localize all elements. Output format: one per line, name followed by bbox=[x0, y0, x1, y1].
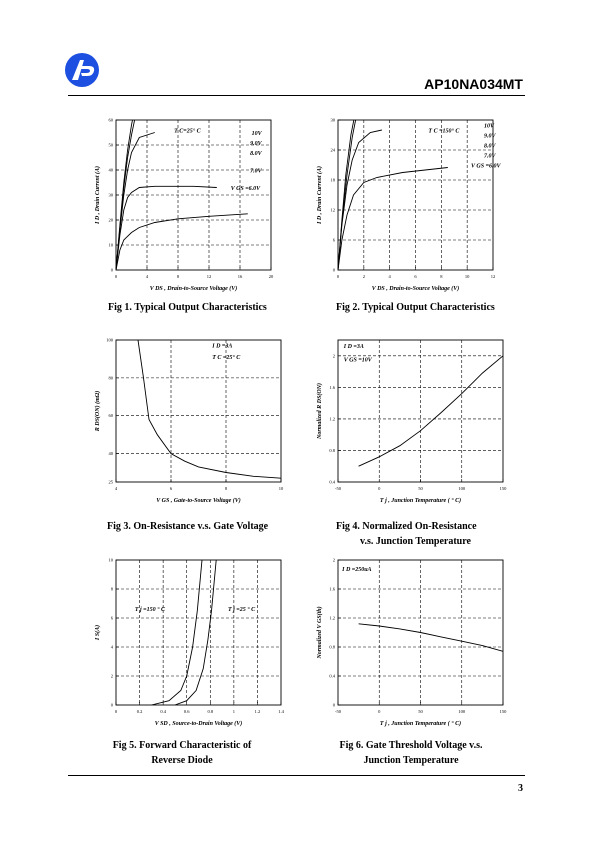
y-tick-label: 12 bbox=[330, 207, 335, 213]
x-tick-label: 0 bbox=[336, 274, 340, 279]
x-tick-label: 0 bbox=[114, 709, 118, 714]
annotation-label: 9.0V bbox=[250, 141, 262, 147]
caption-fig5 bbox=[107, 738, 257, 768]
y-tick-label: 10 bbox=[108, 242, 113, 248]
x-tick-label: 0.6 bbox=[183, 709, 190, 714]
x-tick-label: 1.4 bbox=[278, 709, 284, 714]
annotation-label: 10V bbox=[483, 123, 494, 130]
x-tick-label: 100 bbox=[458, 709, 466, 714]
annotation-label: T C =150° C bbox=[428, 128, 460, 135]
y-axis-label: Normalized R DS(ON) bbox=[317, 382, 323, 440]
y-axis-label: Normalized V GS(th) bbox=[317, 606, 323, 659]
x-tick-label: 16 bbox=[237, 274, 243, 279]
y-tick-label: 0.4 bbox=[329, 479, 335, 485]
x-tick-label: 20 bbox=[268, 274, 274, 279]
caption-line: Fig 2. Typical Output Characteristics bbox=[336, 302, 495, 313]
series-line-4 bbox=[338, 168, 448, 271]
y-tick-label: 0.4 bbox=[329, 673, 335, 679]
y-axis-label: I D , Drain Current (A) bbox=[317, 165, 323, 225]
y-tick-label: 60 bbox=[108, 117, 113, 123]
caption-line: Reverse Diode bbox=[151, 755, 213, 766]
y-tick-label: 6 bbox=[332, 237, 335, 243]
y-tick-label: 50 bbox=[108, 142, 113, 148]
annotation-label: 7.0V bbox=[250, 168, 262, 175]
annotation-label: 8.0V bbox=[483, 143, 496, 150]
x-tick-label: 6 bbox=[414, 274, 417, 279]
x-tick-label: 100 bbox=[458, 486, 466, 491]
y-tick-label: 0.8 bbox=[329, 447, 335, 453]
footer-rule bbox=[68, 775, 525, 776]
annotation-label: T j =150 ° C bbox=[134, 606, 166, 613]
x-tick-label: 50 bbox=[418, 486, 423, 491]
y-tick-label: 4 bbox=[110, 644, 113, 650]
y-tick-label: 40 bbox=[108, 167, 113, 173]
page-number: 3 bbox=[518, 783, 523, 794]
x-tick-label: 0.8 bbox=[207, 709, 214, 714]
series-line-1 bbox=[138, 340, 281, 478]
y-tick-label: 1.6 bbox=[329, 586, 335, 592]
caption-line: Fig 4. Normalized On-Resistance bbox=[336, 521, 477, 532]
y-tick-label: 1.2 bbox=[329, 615, 335, 621]
y-tick-label: 40 bbox=[108, 451, 113, 457]
annotation-label: T j =25 ° C bbox=[227, 606, 256, 613]
header-rule bbox=[68, 95, 525, 96]
y-tick-label: 0.8 bbox=[329, 644, 335, 650]
x-tick-label: 150 bbox=[499, 709, 507, 714]
caption-line: Junction Temperature bbox=[363, 755, 459, 766]
y-tick-label: 80 bbox=[108, 375, 113, 381]
series-line-1 bbox=[151, 560, 202, 705]
x-tick-label: 4 bbox=[145, 274, 149, 279]
x-tick-label: 10 bbox=[464, 274, 470, 279]
chart-fig5 bbox=[86, 550, 291, 737]
annotation-label: V GS =6.0V bbox=[230, 186, 261, 192]
x-tick-label: 12 bbox=[206, 274, 212, 279]
y-axis-label: R DS(ON) (mΩ) bbox=[95, 390, 101, 432]
caption-fig6 bbox=[336, 738, 486, 768]
annotation-label: T C=25° C bbox=[174, 128, 201, 135]
y-tick-label: 24 bbox=[330, 147, 335, 153]
y-tick-label: 1.2 bbox=[329, 416, 335, 422]
y-tick-label: 10 bbox=[108, 557, 113, 563]
y-tick-label: 30 bbox=[108, 192, 113, 198]
x-axis-label: V SD , Source-to-Drain Voltage (V) bbox=[154, 721, 243, 727]
x-tick-label: 2 bbox=[362, 274, 365, 279]
annotation-label: I D =250uA bbox=[342, 566, 372, 573]
x-tick-label: 6 bbox=[169, 486, 173, 491]
x-tick-label: 12 bbox=[490, 274, 496, 279]
caption-line: Fig 1. Typical Output Characteristics bbox=[108, 302, 267, 313]
caption-fig3 bbox=[107, 519, 268, 534]
y-axis-label: I S(A) bbox=[95, 624, 101, 641]
y-tick-label: 2 bbox=[332, 557, 335, 563]
x-tick-label: 8 bbox=[440, 274, 443, 279]
annotation-label: T C =25° C bbox=[212, 354, 241, 361]
y-tick-label: 2 bbox=[332, 353, 335, 359]
y-tick-label: 20 bbox=[108, 217, 113, 223]
caption-line: v.s. Junction Temperature bbox=[360, 536, 471, 547]
y-tick-label: 60 bbox=[108, 413, 113, 419]
x-tick-label: 0 bbox=[114, 274, 118, 279]
x-axis-label: V GS , Gate-to-Source Voltage (V) bbox=[156, 498, 241, 504]
x-tick-label: -50 bbox=[335, 709, 341, 714]
annotation-label: I D =3A bbox=[343, 343, 364, 350]
y-tick-label: 18 bbox=[330, 177, 335, 183]
ap-logo-icon bbox=[64, 52, 100, 88]
x-tick-label: 8 bbox=[176, 274, 180, 279]
x-axis-label: T j , Junction Temperature ( ° C) bbox=[379, 498, 462, 504]
caption-fig2 bbox=[336, 300, 495, 315]
y-axis-label: I D , Drain Current (A) bbox=[95, 165, 101, 225]
chart-fig6 bbox=[308, 550, 513, 737]
chart-fig4 bbox=[308, 330, 513, 514]
chart-fig3 bbox=[86, 330, 291, 514]
y-tick-label: 8 bbox=[110, 586, 113, 592]
x-tick-label: 4 bbox=[388, 274, 391, 279]
series-line-1 bbox=[359, 356, 503, 466]
x-axis-label: V DS , Drain-to-Source Voltage (V) bbox=[371, 286, 460, 292]
chart-fig2 bbox=[308, 110, 503, 302]
x-tick-label: 0.2 bbox=[136, 709, 143, 714]
chart-fig1 bbox=[86, 110, 281, 302]
series-line-5 bbox=[116, 214, 248, 270]
y-tick-label: 0 bbox=[332, 267, 335, 273]
annotation-label: 7.0V bbox=[483, 153, 496, 160]
x-tick-label: 0.4 bbox=[160, 709, 166, 714]
caption-line: Fig 5. Forward Characteristic of bbox=[112, 740, 252, 751]
annotation-label: 9.0V bbox=[483, 133, 496, 140]
y-tick-label: 0 bbox=[110, 702, 113, 708]
x-tick-label: 10 bbox=[278, 486, 284, 491]
annotation-label: I D =3A bbox=[212, 343, 233, 350]
annotation-label: 10V bbox=[251, 131, 262, 137]
annotation-label: 8.0V bbox=[250, 151, 262, 157]
x-tick-label: 8 bbox=[224, 486, 228, 491]
caption-line: Fig 6. Gate Threshold Voltage v.s. bbox=[339, 740, 483, 751]
x-tick-label: 0 bbox=[378, 486, 381, 491]
y-tick-label: 6 bbox=[110, 615, 113, 621]
x-tick-label: -50 bbox=[335, 486, 341, 491]
y-tick-label: 30 bbox=[330, 117, 335, 123]
y-tick-label: 100 bbox=[106, 337, 113, 343]
x-tick-label: 4 bbox=[114, 486, 118, 491]
y-tick-label: 2 bbox=[110, 673, 113, 679]
series-line-4 bbox=[116, 186, 217, 270]
x-tick-label: 0 bbox=[378, 709, 381, 714]
annotation-label: V GS =10V bbox=[343, 357, 372, 364]
caption-line: Fig 3. On-Resistance v.s. Gate Voltage bbox=[107, 521, 269, 532]
caption-fig1 bbox=[108, 300, 267, 315]
x-axis-label: V DS , Drain-to-Source Voltage (V) bbox=[149, 286, 238, 292]
y-tick-label: 1.6 bbox=[329, 384, 335, 390]
y-tick-label: 0 bbox=[332, 702, 335, 708]
y-tick-label: 0 bbox=[110, 267, 113, 273]
x-tick-label: 1.2 bbox=[254, 709, 261, 714]
x-axis-label: T j , Junction Temperature ( ° C) bbox=[379, 721, 462, 727]
y-tick-label: 25 bbox=[108, 479, 113, 485]
x-tick-label: 50 bbox=[418, 709, 423, 714]
part-number: AP10NA034MT bbox=[424, 76, 523, 92]
x-tick-label: 150 bbox=[499, 486, 507, 491]
caption-fig4 bbox=[336, 519, 477, 549]
annotation-label: V GS =6.0V bbox=[471, 163, 501, 170]
x-tick-label: 1 bbox=[232, 709, 235, 714]
